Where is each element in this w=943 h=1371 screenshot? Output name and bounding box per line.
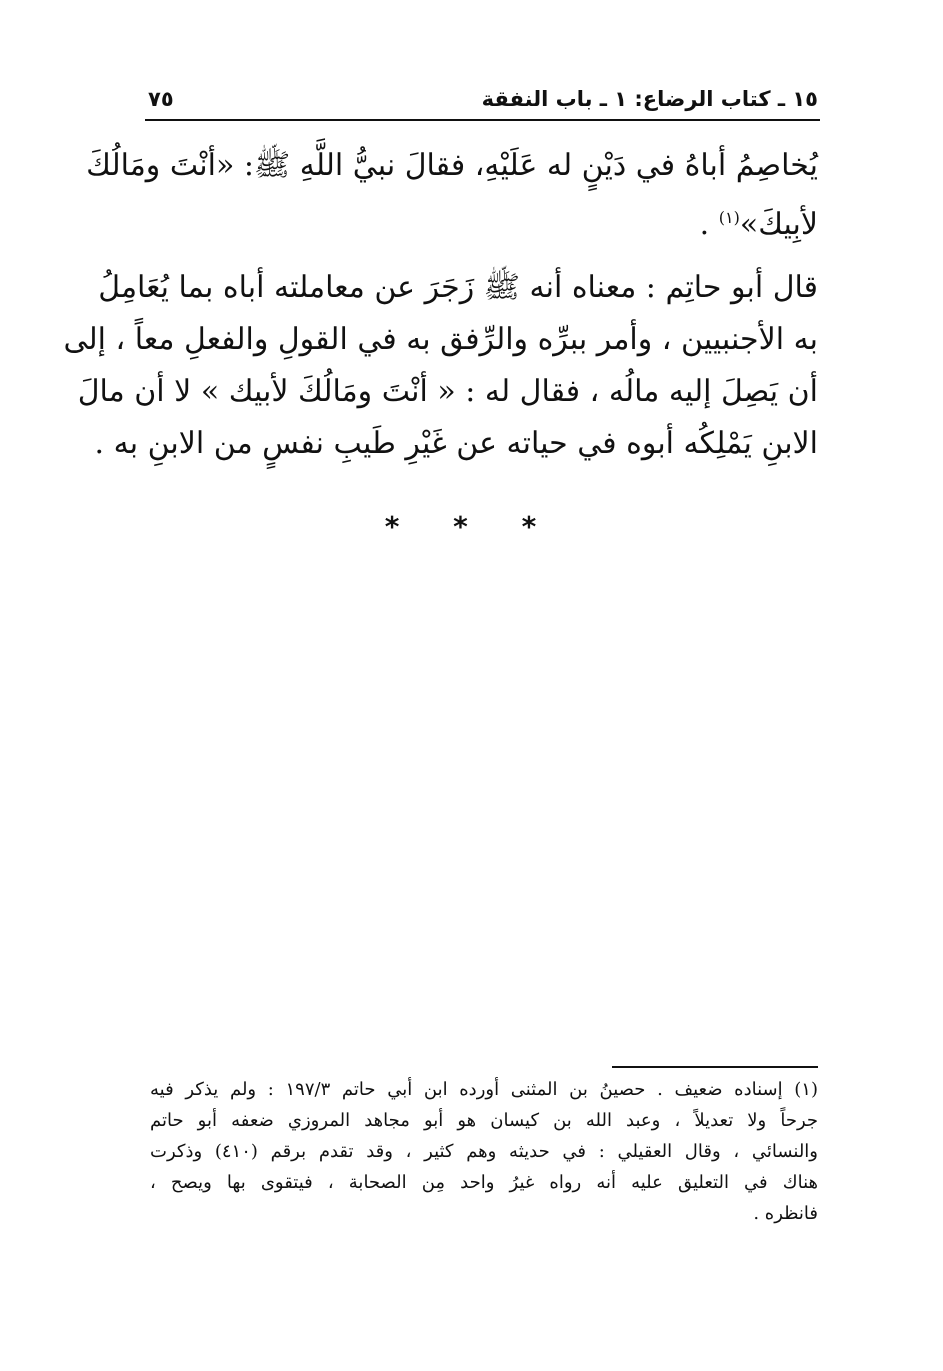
- running-header: [148, 82, 818, 116]
- chapter-title: ١٥ ـ كتاب الرضاع: ١ ـ باب النفقة: [481, 87, 818, 111]
- footnote-line: هناك في التعليق عليه أنه رواه غيرُ واحد مِن الصحابة ، فيتقوى بها ويصح ،: [150, 1172, 818, 1193]
- text-line: [148, 192, 818, 251]
- sentence-end: .: [699, 207, 710, 242]
- header-rule: [145, 119, 820, 121]
- text-line: يُخاصِمُ أباهُ في دَيْنٍ له عَلَيْهِ، فقالَ نبيُّ اللَّهِ ﷺ: «أنْتَ ومَالُكَ: [86, 148, 818, 183]
- paragraph-commentary: [63, 262, 818, 470]
- paragraph-hadith: [86, 140, 818, 251]
- footnote-line: فانظره .: [753, 1203, 818, 1224]
- section-separator: * * *: [384, 510, 559, 543]
- footnote-line: (١) إسناده ضعيف . حصينُ بن المثنى أورده ابن أبي حاتم ١٩٧/٣ : ولم يذكر فيه: [150, 1079, 818, 1100]
- text-line: أن يَصِلَ إليه مالُه ، فقال له : « أنْتَ ومَالُكَ لأبيك » لا أن مالَ: [77, 374, 818, 409]
- footnote: [150, 1074, 818, 1229]
- footnote-rule: [612, 1066, 818, 1068]
- footnote-ref: (١): [718, 208, 740, 227]
- text-line-content: لأبِيكَ»: [739, 207, 818, 242]
- text-line: به الأجنبيين ، وأمر ببرِّه والرِّفق به في القولِ والفعلِ معاً ، إلى: [63, 322, 818, 357]
- text-line: الابنِ يَمْلِكُه أبوه في حياته عن غَيْرِ طَيبِ نفسٍ من الابنِ به .: [94, 426, 818, 461]
- footnote-line: والنسائي ، وقال العقيلي : في حديثه وهم كثير ، وقد تقدم برقم (٤١٠) وذكرت: [150, 1141, 819, 1162]
- text-line: قال أبو حاتِم : معناه أنه ﷺ زَجَرَ عن معاملته أباه بما يُعَامِلُ: [98, 270, 818, 305]
- page-number: ٧٥: [148, 87, 174, 111]
- footnote-line: جرحاً ولا تعديلاً ، وعبد الله بن كيسان هو أبو مجاهد المروزي ضعفه أبو حاتم: [150, 1110, 818, 1131]
